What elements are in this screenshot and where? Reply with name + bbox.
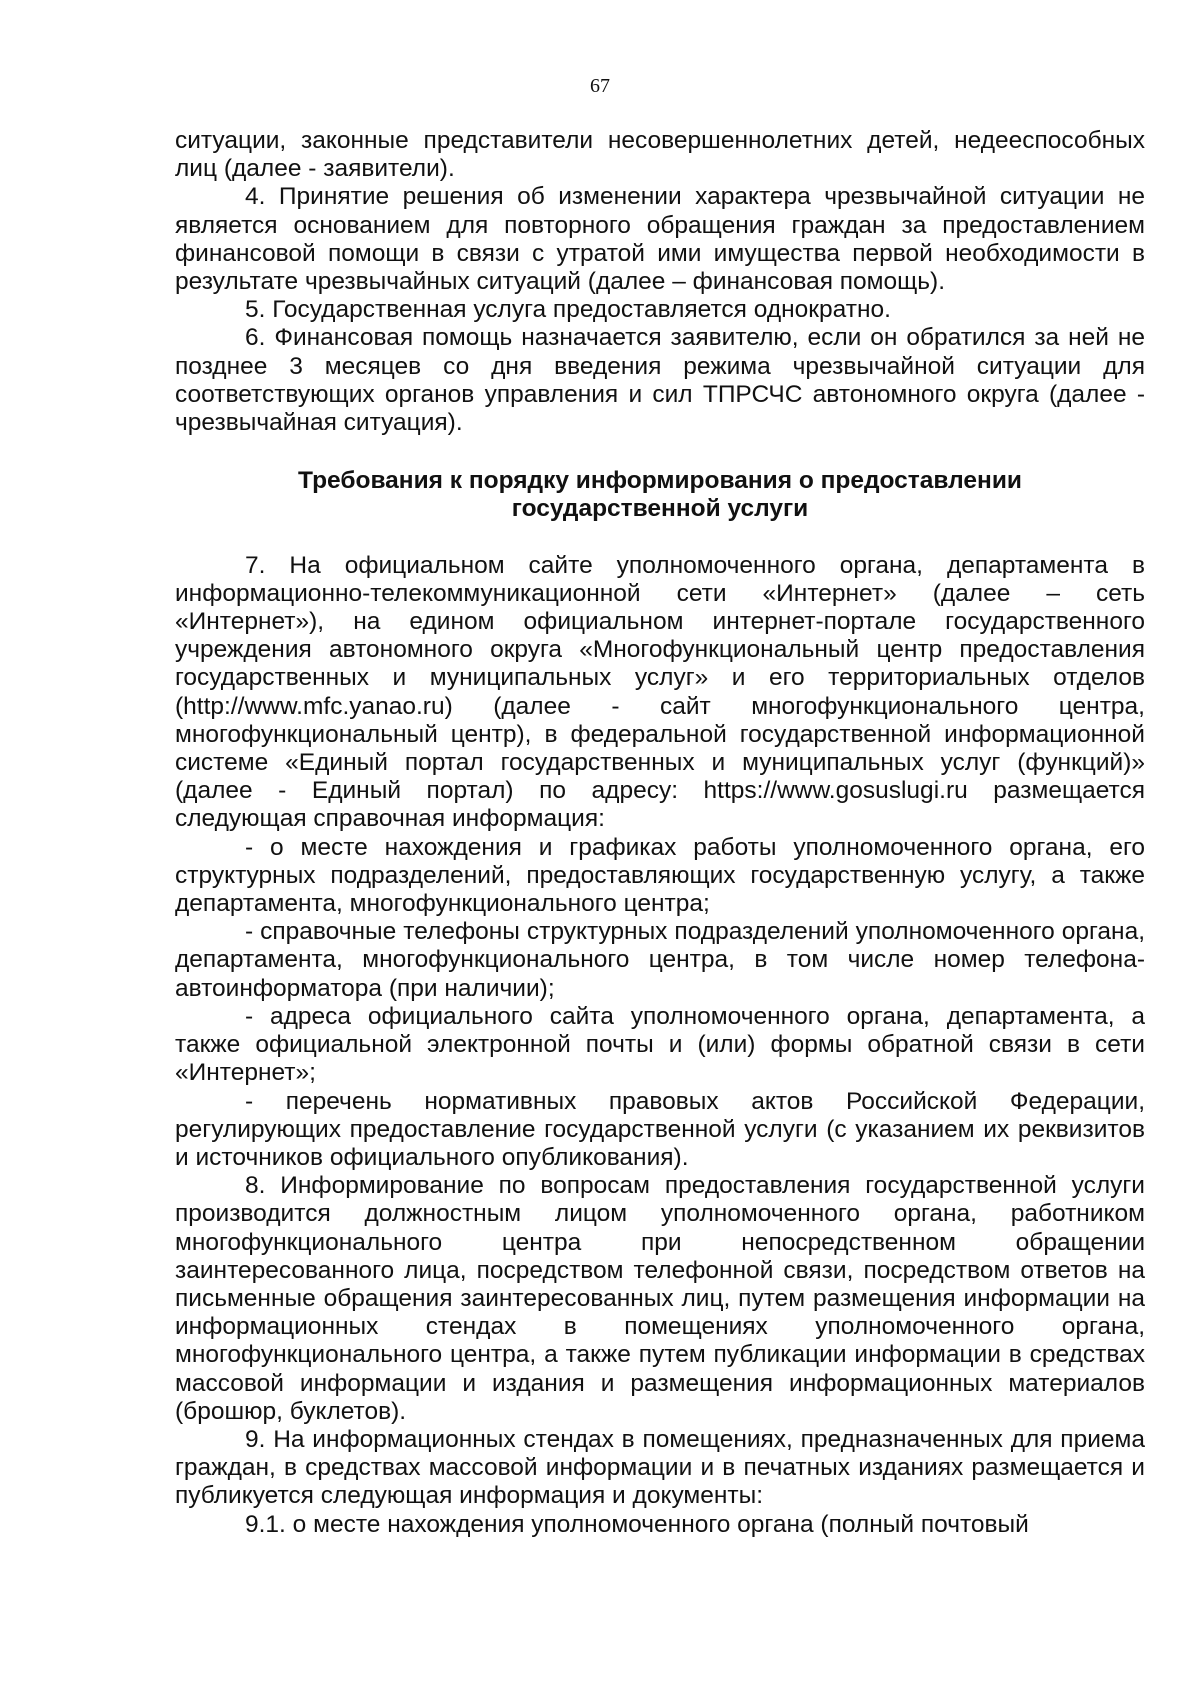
paragraph-4: 4. Принятие решения об изменении характера чрезвычайной ситуации не является основанием для повторного обращения граждан за предоставлением финансовой помощи в связи с утратой ими имущества первой необходимости в результате чрезвычайных ситуаций (далее – финансовая помощь).: [175, 183, 1145, 296]
list-item-location: - о месте нахождения и графиках работы уполномоченного органа, его структурных подразделений, предоставляющих государственную услугу, а также департамента, многофункционального центра;: [175, 833, 1145, 918]
section-heading: [175, 467, 1145, 523]
paragraph-continuation: ситуации, законные представители несовершеннолетних детей, недееспособных лиц (далее - заявители).: [175, 127, 1145, 183]
section-heading-line-2: государственной услуги: [511, 495, 809, 523]
list-item-addresses: - адреса официального сайта уполномоченного органа, департамента, а также официальной электронной почты и (или) формы обратной связи в сети «Интернет»;: [175, 1002, 1145, 1087]
paragraph-9-1: 9.1. о месте нахождения уполномоченного органа (полный почтовый: [245, 1510, 1029, 1538]
paragraph-7: 7. На официальном сайте уполномоченного органа, департамента в информационно-телекоммуникационной сети «Интернет» (далее – сеть «Интернет»), на едином официальном интернет-портале государственного учреждения автономного округа «Многофункциональный центр предоставления государственных и муниципальных услуг» и его территориальных отделов (http://www.mfc.yanao.ru) (далее - сайт многофункционального центра, многофункциональный центр), в федеральной государственной информационной системе «Единый портал государственных и муниципальных услуг (функций)» (далее - Единый портал) по адресу: https://www.gosuslugi.ru размещается следующая справочная информация:: [175, 551, 1145, 833]
paragraph-6: 6. Финансовая помощь назначается заявителю, если он обратился за ней не позднее 3 месяцев со дня введения режима чрезвычайной ситуации для соответствующих органов управления и сил ТПРСЧС автономного округа (далее - чрезвычайная ситуация).: [175, 324, 1145, 437]
list-item-legal-acts: - перечень нормативных правовых актов Российской Федерации, регулирующих предоставление государственной услуги (с указанием их реквизитов и источников официального опубликования).: [175, 1087, 1145, 1171]
list-item-phones: - справочные телефоны структурных подразделений уполномоченного органа, департамента, многофункционального центра, в том числе номер телефона-автоинформатора (при наличии);: [175, 918, 1145, 1002]
paragraph-8: 8. Информирование по вопросам предоставления государственной услуги производится должностным лицом уполномоченного органа, работником многофункционального центра при непосредственном обращении заинтересованного лица, посредством телефонной связи, посредством ответов на письменные обращения заинтересованных лиц, путем размещения информации на информационных стендах в помещениях уполномоченного органа, многофункционального центра, а также путем публикации информации в средствах массовой информации и издания и размещения информационных материалов (брошюр, буклетов).: [175, 1172, 1145, 1425]
section-heading-line-1: Требования к порядку информирования о предоставлении: [298, 467, 1022, 495]
paragraph-5: 5. Государственная услуга предоставляется однократно.: [245, 296, 891, 324]
paragraph-9: 9. На информационных стендах в помещениях, предназначенных для приема граждан, в средствах массовой информации и в печатных изданиях размещается и публикуется следующая информация и документы:: [175, 1425, 1145, 1510]
page-number: 67: [590, 75, 610, 97]
document-body: [175, 127, 1145, 1539]
